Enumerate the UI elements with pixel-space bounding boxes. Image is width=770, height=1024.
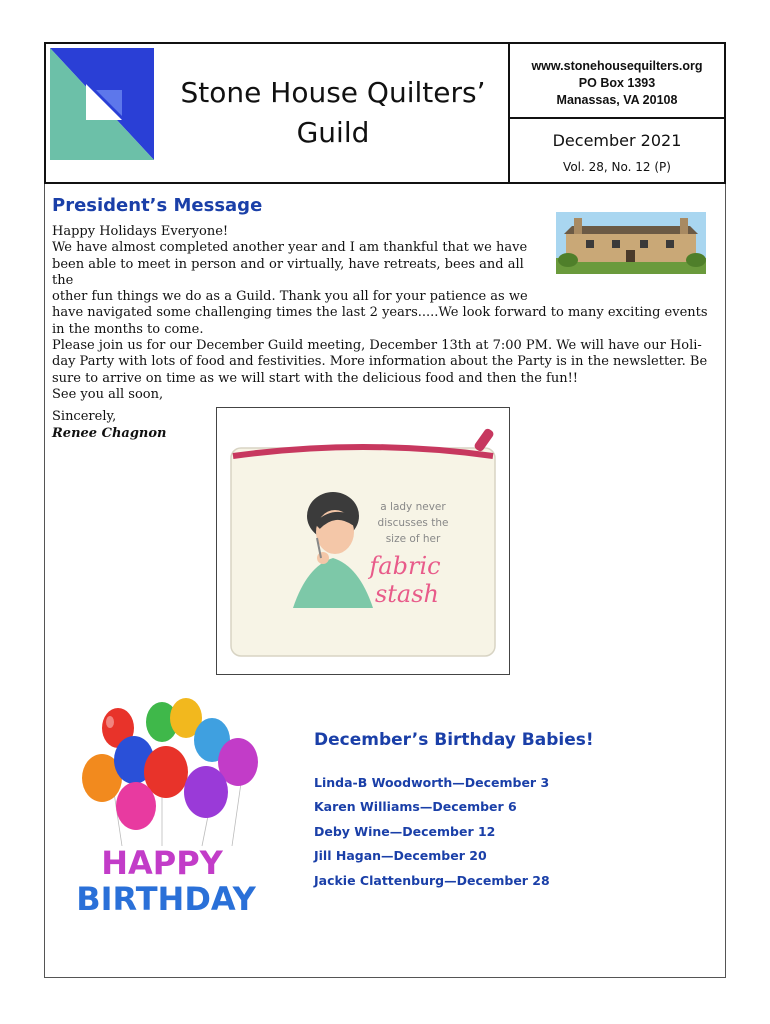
message-continuation: have navigated some challenging times the last 2 years.....We look forward to many exciting events in the months to come.	[52, 305, 708, 337]
issue-volume: Vol. 28, No. 12 (P)	[563, 160, 671, 174]
birthday-entry: Karen Williams—December 6	[314, 799, 517, 815]
pouch-stash: stash	[374, 580, 440, 608]
birthday-entry: Jill Hagan—December 20	[314, 848, 487, 864]
newsletter-header	[44, 42, 726, 184]
pouch-fabric: fabric	[369, 552, 441, 580]
meeting-paragraph: Please join us for our December Guild meeting, December 13th at 7:00 PM. We will have our Holi-day Party with lots of food and festivities. More information about the Party is in the newsletter. Be sure to arrive on time as we will start with the delicious food and then the fun!!	[52, 338, 708, 386]
pouch-line-3: size of her	[385, 533, 441, 545]
birthday-entry: Jackie Clattenburg—December 28	[314, 872, 550, 888]
pouch-line-1: a lady never	[380, 501, 446, 513]
signature-block	[52, 409, 166, 442]
birthday-list	[314, 771, 550, 893]
happy-birthday-balloons-image	[62, 696, 282, 920]
message-line-1: We have almost completed another year and I am thankful that we have	[52, 240, 528, 256]
signature-name: Renee Chagnon	[52, 425, 167, 441]
closing-line: See you all soon,	[52, 386, 164, 402]
presidents-message-heading: President’s Message	[52, 195, 263, 216]
issue-date: December 2021	[552, 131, 682, 150]
contact-block	[510, 44, 724, 119]
fabric-stash-pouch-image	[216, 407, 510, 675]
birthday-text: BIRTHDAY	[76, 880, 256, 918]
birthday-heading: December’s Birthday Babies!	[314, 730, 594, 750]
presidents-message-body	[52, 224, 712, 403]
guild-title: Stone House Quilters’ Guild	[180, 76, 486, 149]
title-box	[158, 44, 510, 182]
birthday-entry: Linda-B Woodworth—December 3	[314, 775, 550, 790]
greeting: Happy Holidays Everyone!	[52, 224, 229, 239]
website-link[interactable]: www.stonehousequilters.org	[531, 59, 703, 73]
po-box: PO Box 1393	[578, 76, 656, 90]
info-box	[510, 44, 724, 182]
pouch-line-2: discusses the	[377, 517, 449, 529]
city-address: Manassas, VA 20108	[556, 93, 678, 107]
message-line-3: other fun things we do as a Guild. Thank you all for your patience as we	[52, 289, 528, 305]
birthday-entry: Deby Wine—December 12	[314, 823, 496, 839]
sincerely-text: Sincerely,	[52, 409, 117, 424]
message-line-2: been able to meet in person and or virtually, have retreats, bees and all the	[52, 256, 524, 288]
guild-logo	[46, 44, 158, 182]
happy-text: HAPPY	[101, 844, 223, 882]
